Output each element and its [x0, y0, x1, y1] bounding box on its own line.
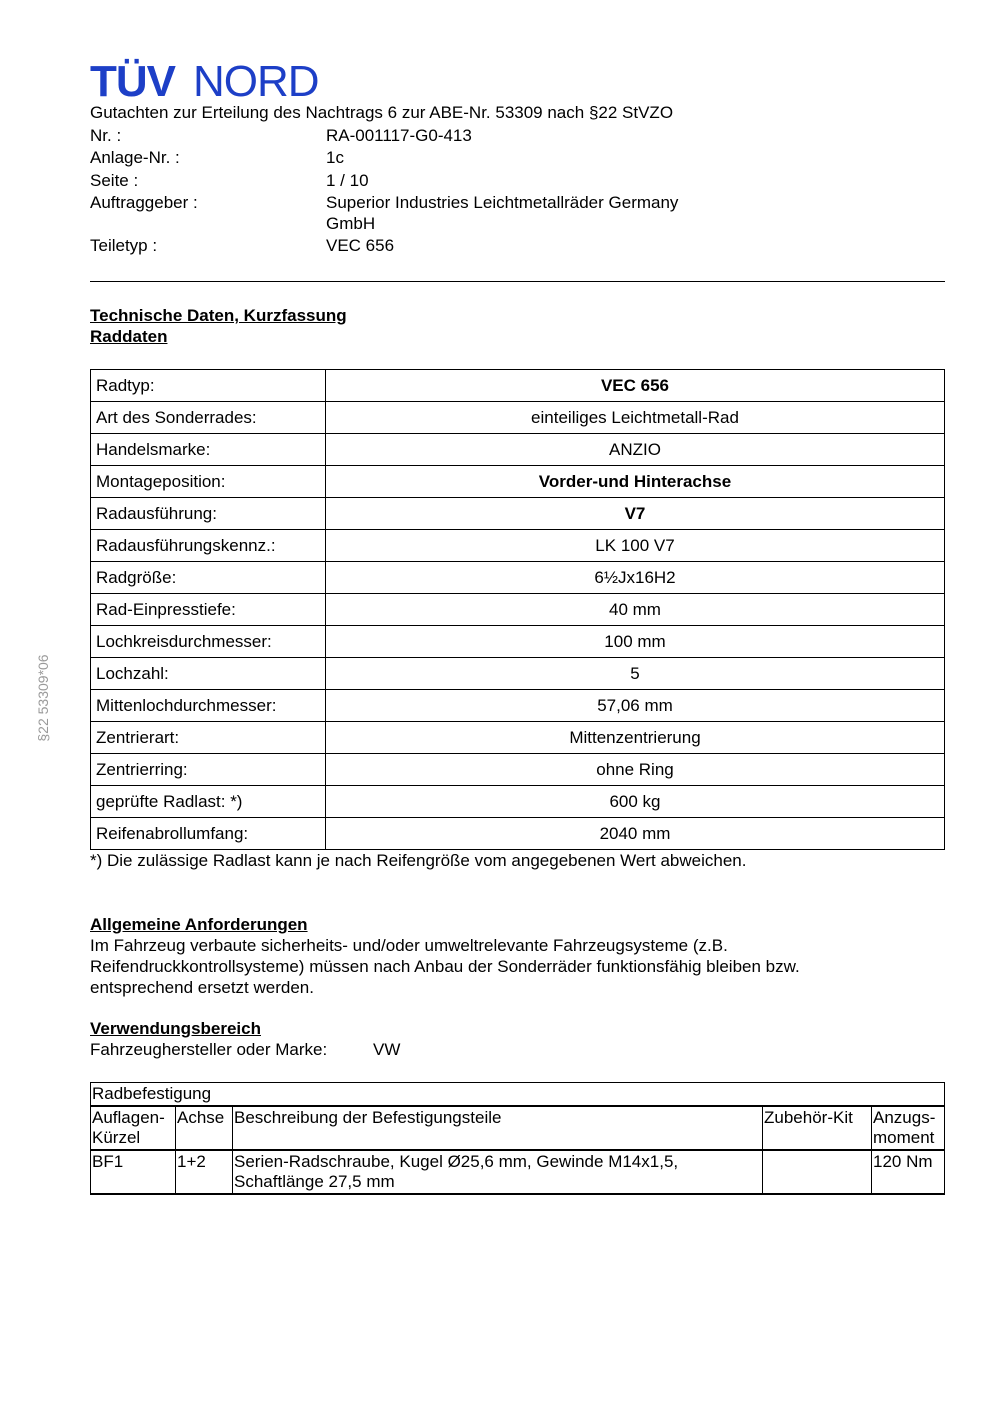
header-key: Seite : — [90, 171, 139, 190]
table-header-row — [91, 1106, 945, 1150]
table-row — [91, 562, 945, 594]
cell-achse: 1+2 — [176, 1150, 233, 1194]
radbefestigung-title: Radbefestigung — [91, 1083, 945, 1107]
section-title-raddaten: Raddaten — [90, 327, 168, 346]
header-key: Anlage-Nr. : — [90, 148, 180, 167]
wheel-param-value: LK 100 V7 — [326, 530, 945, 562]
wheel-param-value: 6½Jx16H2 — [326, 562, 945, 594]
radbefestigung-table — [90, 1082, 945, 1195]
wheel-data-table — [90, 369, 945, 850]
col-header-achse: Achse — [176, 1106, 233, 1150]
wheel-param-value: 40 mm — [326, 594, 945, 626]
wheel-param-label: Lochkreisdurchmesser: — [91, 626, 326, 658]
table-row — [91, 722, 945, 754]
section-title-technische-daten: Technische Daten, Kurzfassung — [90, 306, 347, 325]
wheel-param-label: Zentrierart: — [91, 722, 326, 754]
wheel-param-label: Mittenlochdurchmesser: — [91, 690, 326, 722]
wheel-param-value: ohne Ring — [326, 754, 945, 786]
wheel-param-label: Lochzahl: — [91, 658, 326, 690]
header-value: Superior Industries Leichtmetallräder Germany — [326, 193, 679, 212]
table-row — [91, 402, 945, 434]
wheel-param-value: 5 — [326, 658, 945, 690]
table-row — [91, 690, 945, 722]
wheel-param-label: Montageposition: — [91, 466, 326, 498]
logo-tuv-text: TÜV — [90, 57, 175, 106]
cell-zubehoer — [763, 1150, 872, 1194]
header-value: 1 / 10 — [326, 171, 369, 190]
table-row — [91, 786, 945, 818]
wheel-param-label: geprüfte Radlast: *) — [91, 786, 326, 818]
table-row — [91, 370, 945, 402]
header-value: RA-001117-G0-413 — [326, 126, 472, 145]
report-title: Gutachten zur Erteilung des Nachtrags 6 zur ABE-Nr. 53309 nach §22 StVZO — [90, 103, 674, 122]
col-header-zubehoer: Zubehör-Kit — [763, 1106, 872, 1150]
table-row — [91, 1150, 945, 1194]
table-title-row — [91, 1083, 945, 1107]
header-value: GmbH — [326, 214, 376, 233]
wheel-param-label: Rad-Einpresstiefe: — [91, 594, 326, 626]
table-row — [91, 658, 945, 690]
allgemein-line: Reifendruckkontrollsysteme) müssen nach Anbau der Sonderräder funktionsfähig bleiben bzw. — [90, 957, 800, 976]
header-divider — [90, 281, 945, 282]
header-key: Auftraggeber : — [90, 193, 198, 212]
wheel-param-label: Art des Sonderrades: — [91, 402, 326, 434]
table-row — [91, 530, 945, 562]
table-row — [91, 754, 945, 786]
wheel-param-value: VEC 656 — [326, 370, 945, 402]
wheel-param-label: Radgröße: — [91, 562, 326, 594]
col-header-beschreibung: Beschreibung der Befestigungsteile — [233, 1106, 763, 1150]
table-row — [91, 466, 945, 498]
hersteller-value: VW — [373, 1040, 401, 1059]
cell-beschreibung: Serien-Radschraube, Kugel Ø25,6 mm, Gewinde M14x1,5, Schaftlänge 27,5 mm — [233, 1150, 763, 1194]
table-row — [91, 626, 945, 658]
wheel-param-value: Mittenzentrierung — [326, 722, 945, 754]
logo-nord-text: NORD — [193, 57, 319, 106]
header-value: VEC 656 — [326, 236, 395, 255]
header-value: 1c — [326, 148, 344, 167]
wheel-param-value: 600 kg — [326, 786, 945, 818]
wheel-param-label: Handelsmarke: — [91, 434, 326, 466]
radlast-footnote: *) Die zulässige Radlast kann je nach Reifengröße vom angegebenen Wert abweichen. — [90, 851, 747, 870]
wheel-param-value: ANZIO — [326, 434, 945, 466]
section-title-allgemein: Allgemeine Anforderungen — [90, 915, 308, 934]
allgemein-line: entsprechend ersetzt werden. — [90, 978, 314, 997]
cell-moment: 120 Nm — [872, 1150, 945, 1194]
wheel-param-label: Radausführung: — [91, 498, 326, 530]
header-key: Nr. : — [90, 126, 122, 145]
col-header-kuerzel: Auflagen- Kürzel — [91, 1106, 176, 1150]
section-title-verwendung: Verwendungsbereich — [90, 1019, 261, 1038]
hersteller-label: Fahrzeughersteller oder Marke: — [90, 1040, 328, 1059]
wheel-param-value: 57,06 mm — [326, 690, 945, 722]
wheel-param-value: 100 mm — [326, 626, 945, 658]
table-row — [91, 434, 945, 466]
wheel-param-value: V7 — [326, 498, 945, 530]
wheel-param-label: Radtyp: — [91, 370, 326, 402]
wheel-param-label: Reifenabrollumfang: — [91, 818, 326, 850]
table-row — [91, 818, 945, 850]
wheel-param-label: Radausführungskennz.: — [91, 530, 326, 562]
side-stamp: §22 53309*06 — [35, 654, 51, 742]
wheel-param-value: 2040 mm — [326, 818, 945, 850]
wheel-param-value: Vorder-und Hinterachse — [326, 466, 945, 498]
wheel-param-value: einteiliges Leichtmetall-Rad — [326, 402, 945, 434]
col-header-moment: Anzugs- moment — [872, 1106, 945, 1150]
header-key: Teiletyp : — [90, 236, 158, 255]
wheel-param-label: Zentrierring: — [91, 754, 326, 786]
cell-kuerzel: BF1 — [91, 1150, 176, 1194]
table-row — [91, 498, 945, 530]
table-row — [91, 594, 945, 626]
allgemein-line: Im Fahrzeug verbaute sicherheits- und/oder umweltrelevante Fahrzeugsysteme (z.B. — [90, 936, 728, 955]
allgemein-text — [90, 935, 800, 998]
